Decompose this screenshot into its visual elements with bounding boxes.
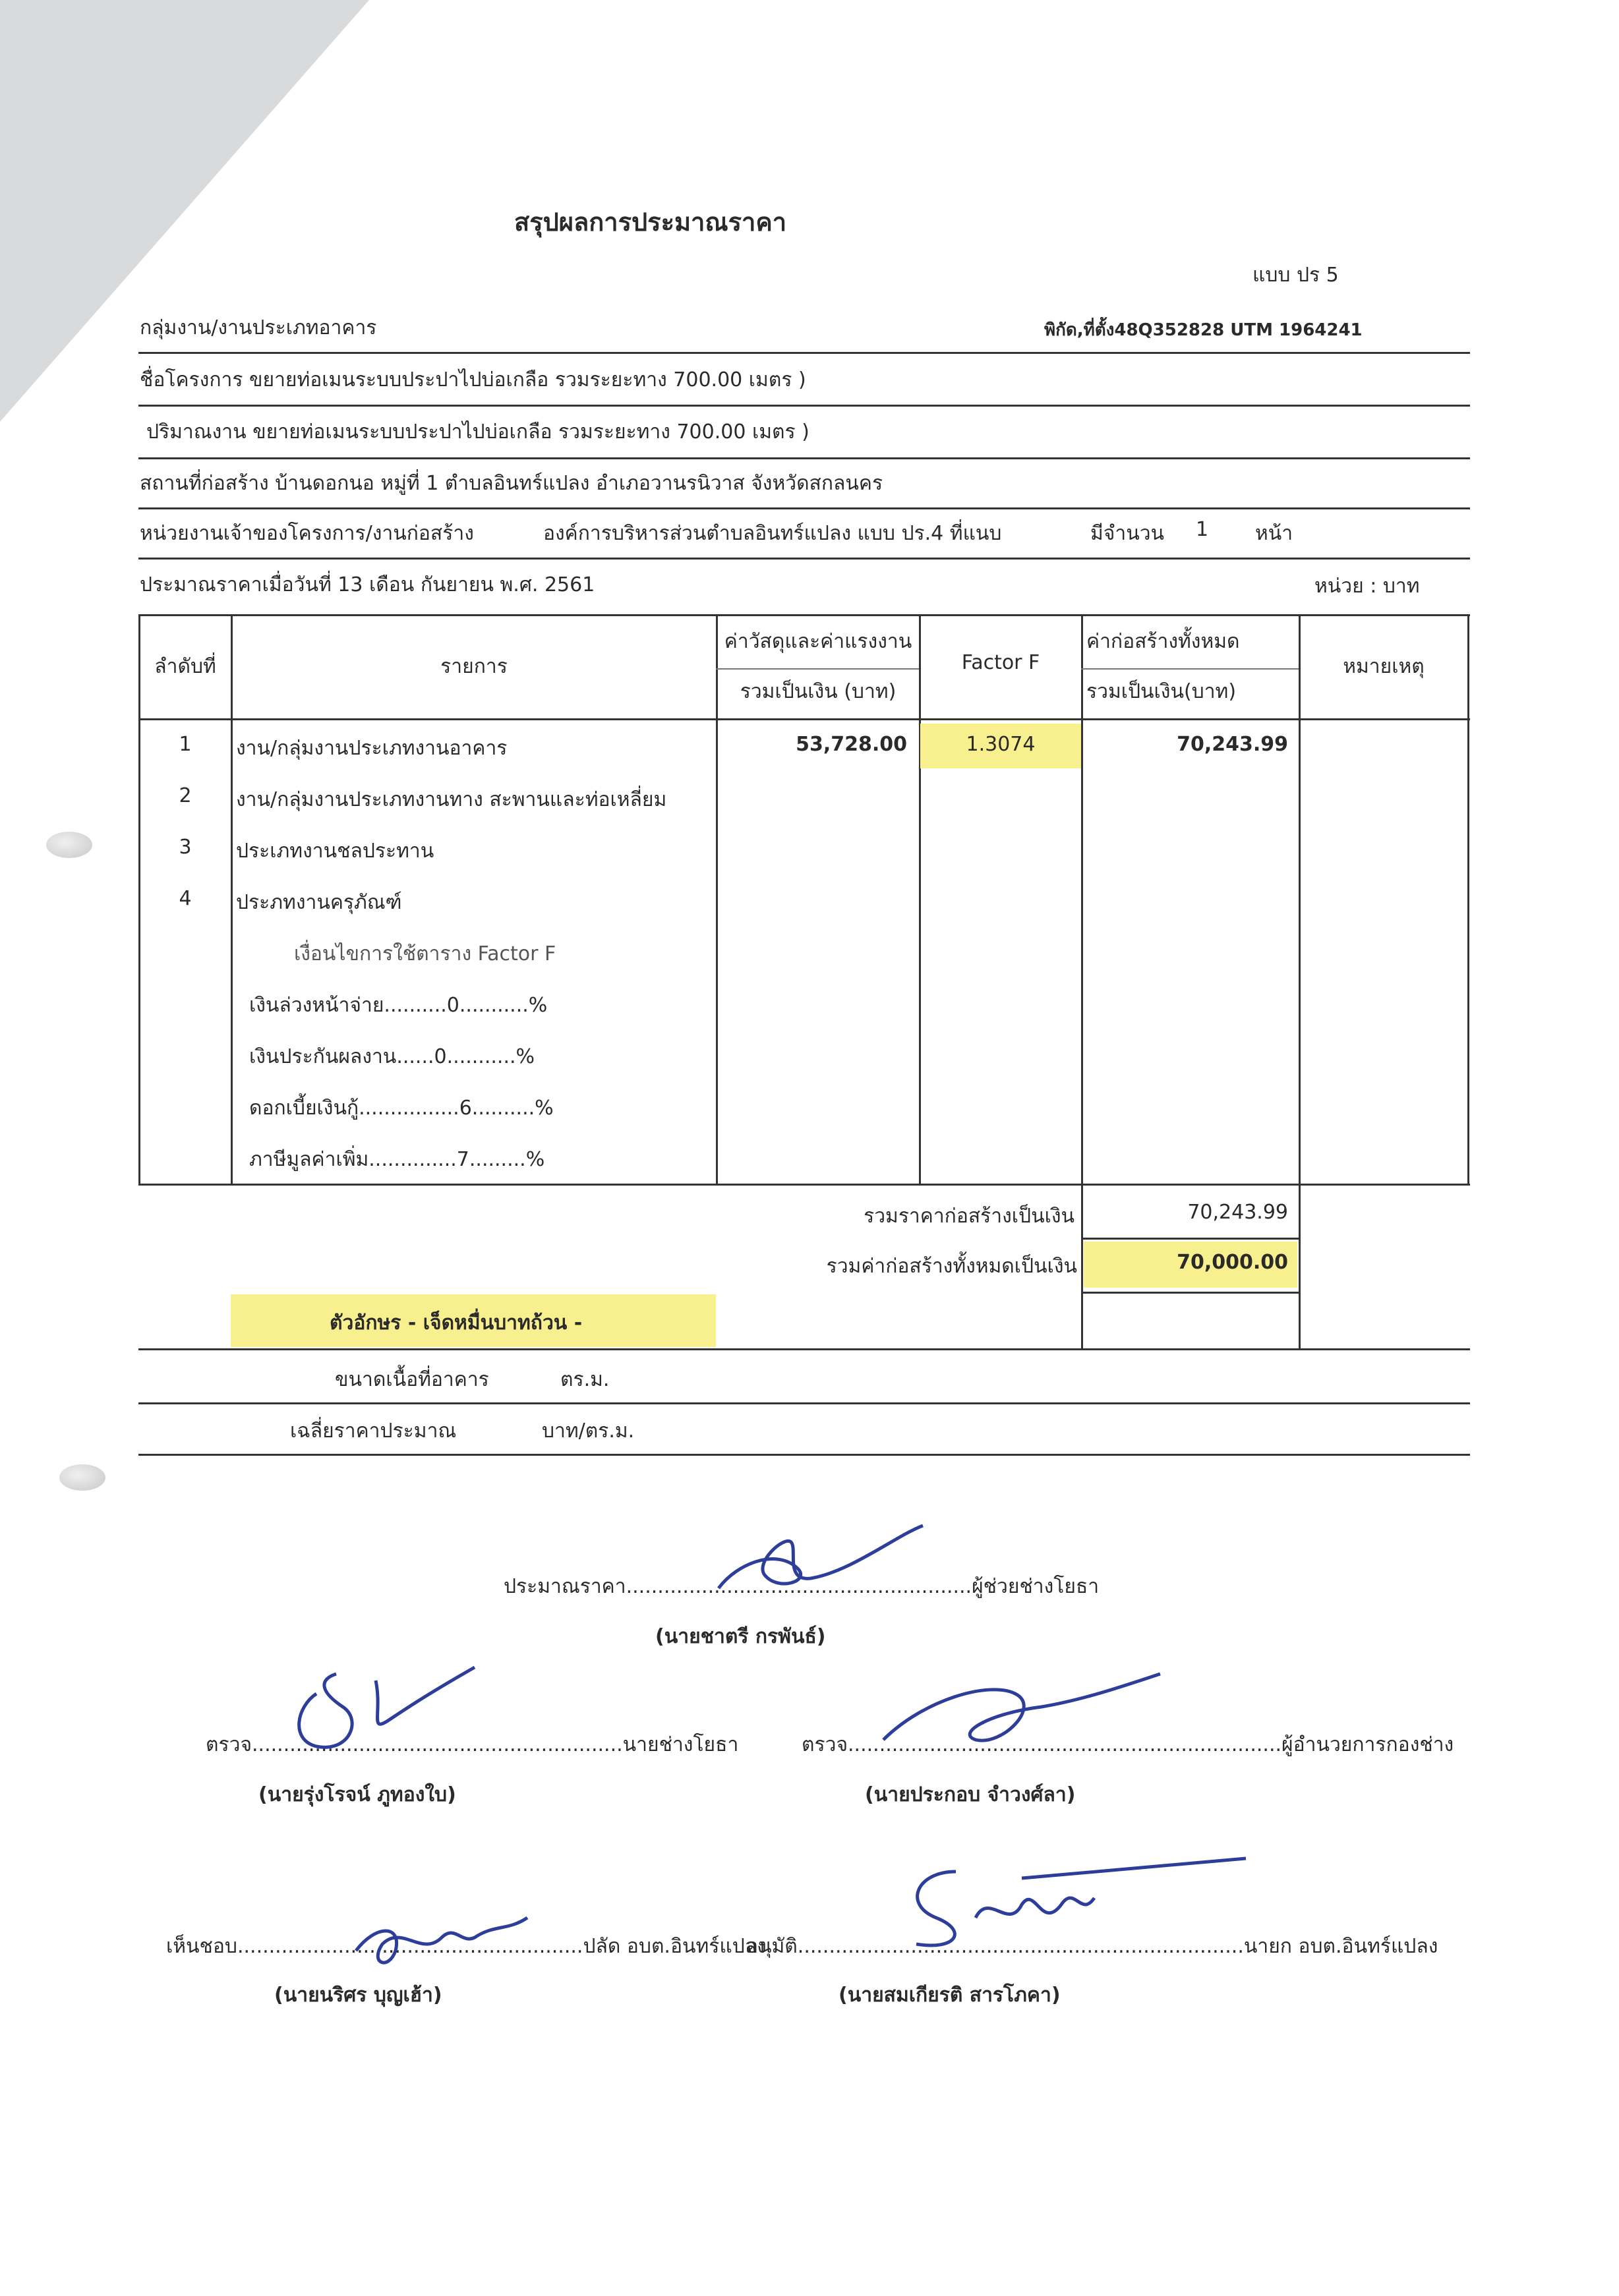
construction-site: สถานที่ก่อสร้าง บ้านดอกนอ หมู่ที่ 1 ตำบลอินทร์แปลง อำเภอวานรนิวาส จังหวัดสกลนคร: [140, 472, 883, 495]
grand-total-value: 70,000.00: [1177, 1251, 1288, 1274]
approve2-line: อนุมัติ.......................................................................นายก อบต.อินทร์แปลง: [746, 1935, 1438, 1958]
project-name: ชื่อโครงการ ขยายท่อเมนระบบประปาไปบ่อเกลือ รวมระยะทาง 700.00 เมตร ): [140, 368, 806, 391]
checker1-line: ตรวจ...........................................................นายช่างโยธา: [206, 1733, 739, 1756]
table-top-border: [138, 614, 1470, 616]
approve1-name: (นายนริศร บุญเฮ้า): [274, 1984, 442, 2007]
document-title: สรุปผลการประมาณราคา: [514, 208, 787, 237]
row-3-no: 3: [179, 836, 192, 859]
divider: [138, 457, 1470, 459]
estimate-date: ประมาณราคาเมื่อวันที่ 13 เดือน กันยายน พ.ศ. 2561: [140, 573, 595, 596]
divider: [138, 1454, 1470, 1456]
row-2-no: 2: [179, 784, 192, 807]
row-1-factor: 1.3074: [966, 733, 1036, 756]
pages-unit: หน้า: [1255, 522, 1293, 545]
header-material-1: ค่าวัสดุและค่าแรงงาน: [724, 630, 912, 653]
estimator-name: (นายชาตรี กรพันธ์): [655, 1625, 826, 1648]
table-border: [1299, 614, 1301, 1350]
header-no: ลำดับที่: [154, 655, 216, 678]
row-1-no: 1: [179, 733, 192, 756]
header-remark: หมายเหตุ: [1343, 655, 1425, 678]
table-bottom-border: [138, 1184, 1470, 1186]
divider: [138, 558, 1470, 560]
average-price-label: เฉลี่ยราคาประมาณ: [290, 1420, 457, 1443]
conditions-title: เงื่อนไขการใช้ตาราง Factor F: [294, 942, 556, 965]
row-4-no: 4: [179, 887, 192, 910]
estimator-line: ประมาณราคา.......................................................ผู้ช่วยช่างโยธา: [504, 1575, 1100, 1598]
scan-folded-corner: [0, 0, 369, 422]
divider: [138, 405, 1470, 407]
approve1-line: เห็นชอบ.......................................................ปลัด อบต.อินทร์แปลง: [166, 1935, 767, 1958]
punch-hole: [46, 832, 92, 858]
divider: [138, 507, 1470, 509]
estimator-signature: [699, 1509, 936, 1601]
divider: [138, 1348, 1470, 1350]
header-item: รายการ: [440, 655, 508, 678]
currency-unit: หน่วย : บาท: [1314, 575, 1420, 598]
punch-hole: [59, 1464, 105, 1491]
header-factor: Factor F: [961, 651, 1040, 674]
header-material-2: รวมเป็นเงิน (บาท): [740, 680, 897, 703]
condition-guarantee: เงินประกันผลงาน......0...........%: [249, 1045, 535, 1068]
work-group: กลุ่มงาน/งานประเภทอาคาร: [140, 316, 377, 339]
approve2-signature: [877, 1845, 1259, 1964]
checker2-line: ตรวจ.....................................................................ผู้อำนวยการกองช่าง: [802, 1733, 1454, 1756]
form-code: แบบ ปร 5: [1252, 264, 1339, 287]
header-sub-divider: [716, 668, 919, 670]
header-total-1: ค่าก่อสร้างทั้งหมด: [1086, 630, 1240, 653]
checker2-signature: [870, 1661, 1173, 1760]
coordinates: พิกัด,ที่ตั้ง48Q352828 UTM 1964241: [1044, 320, 1363, 340]
table-header-border: [138, 718, 1470, 720]
header-sub-divider: [1081, 668, 1299, 670]
approve2-name: (นายสมเกียรติ สารโภคา): [839, 1984, 1061, 2007]
checker2-name: (นายประกอบ จำวงศ์ลา): [865, 1783, 1076, 1806]
average-price-unit: บาท/ตร.ม.: [542, 1420, 635, 1443]
totals-divider: [1081, 1238, 1299, 1240]
table-border: [231, 614, 233, 1185]
divider: [138, 1402, 1470, 1404]
row-1-total: 70,243.99: [1177, 733, 1288, 756]
owner-value: องค์การบริหารส่วนตำบลอินทร์แปลง แบบ ปร.4 ที่แนบ: [543, 522, 1002, 545]
table-border: [919, 614, 921, 1185]
pages-value: 1: [1196, 518, 1209, 541]
approve1-signature: [343, 1898, 541, 1977]
condition-vat: ภาษีมูลค่าเพิ่ม..............7.........%: [249, 1148, 545, 1171]
row-1-item: งาน/กลุ่มงานประเภทงานอาคาร: [236, 737, 508, 760]
totals-divider: [1081, 1292, 1299, 1294]
header-total-2: รวมเป็นเงิน(บาท): [1086, 680, 1237, 703]
row-2-item: งาน/กลุ่มงานประเภทงานทาง สะพานและท่อเหลี่ยม: [236, 788, 667, 811]
pages-label: มีจำนวน: [1090, 522, 1165, 545]
work-quantity: ปริมาณงาน ขยายท่อเมนระบบประปาไปบ่อเกลือ รวมระยะทาง 700.00 เมตร ): [146, 420, 810, 444]
condition-advance: เงินล่วงหน้าจ่าย..........0...........%: [249, 994, 548, 1017]
amount-in-words: ตัวอักษร - เจ็ดหมื่นบาทถ้วน -: [330, 1311, 583, 1335]
grand-total-label: รวมค่าก่อสร้างทั้งหมดเป็นเงิน: [826, 1255, 1077, 1278]
building-area-unit: ตร.ม.: [560, 1368, 610, 1391]
condition-interest: ดอกเบี้ยเงินกู้................6..........%: [249, 1097, 554, 1120]
building-area-label: ขนาดเนื้อที่อาคาร: [335, 1368, 489, 1391]
row-4-item: ประภทงานครุภัณฑ์: [236, 891, 402, 914]
sum-value: 70,243.99: [1187, 1201, 1288, 1224]
owner-label: หน่วยงานเจ้าของโครงการ/งานก่อสร้าง: [140, 522, 474, 545]
table-border: [1467, 614, 1469, 1185]
checker1-signature: [277, 1654, 488, 1760]
row-3-item: ประเภทงานชลประทาน: [236, 840, 434, 863]
sum-label: รวมราคาก่อสร้างเป็นเงิน: [864, 1205, 1074, 1228]
row-1-material: 53,728.00: [796, 733, 907, 756]
divider: [138, 352, 1470, 354]
checker1-name: (นายรุ่งโรจน์ ภูทองใบ): [258, 1783, 456, 1806]
